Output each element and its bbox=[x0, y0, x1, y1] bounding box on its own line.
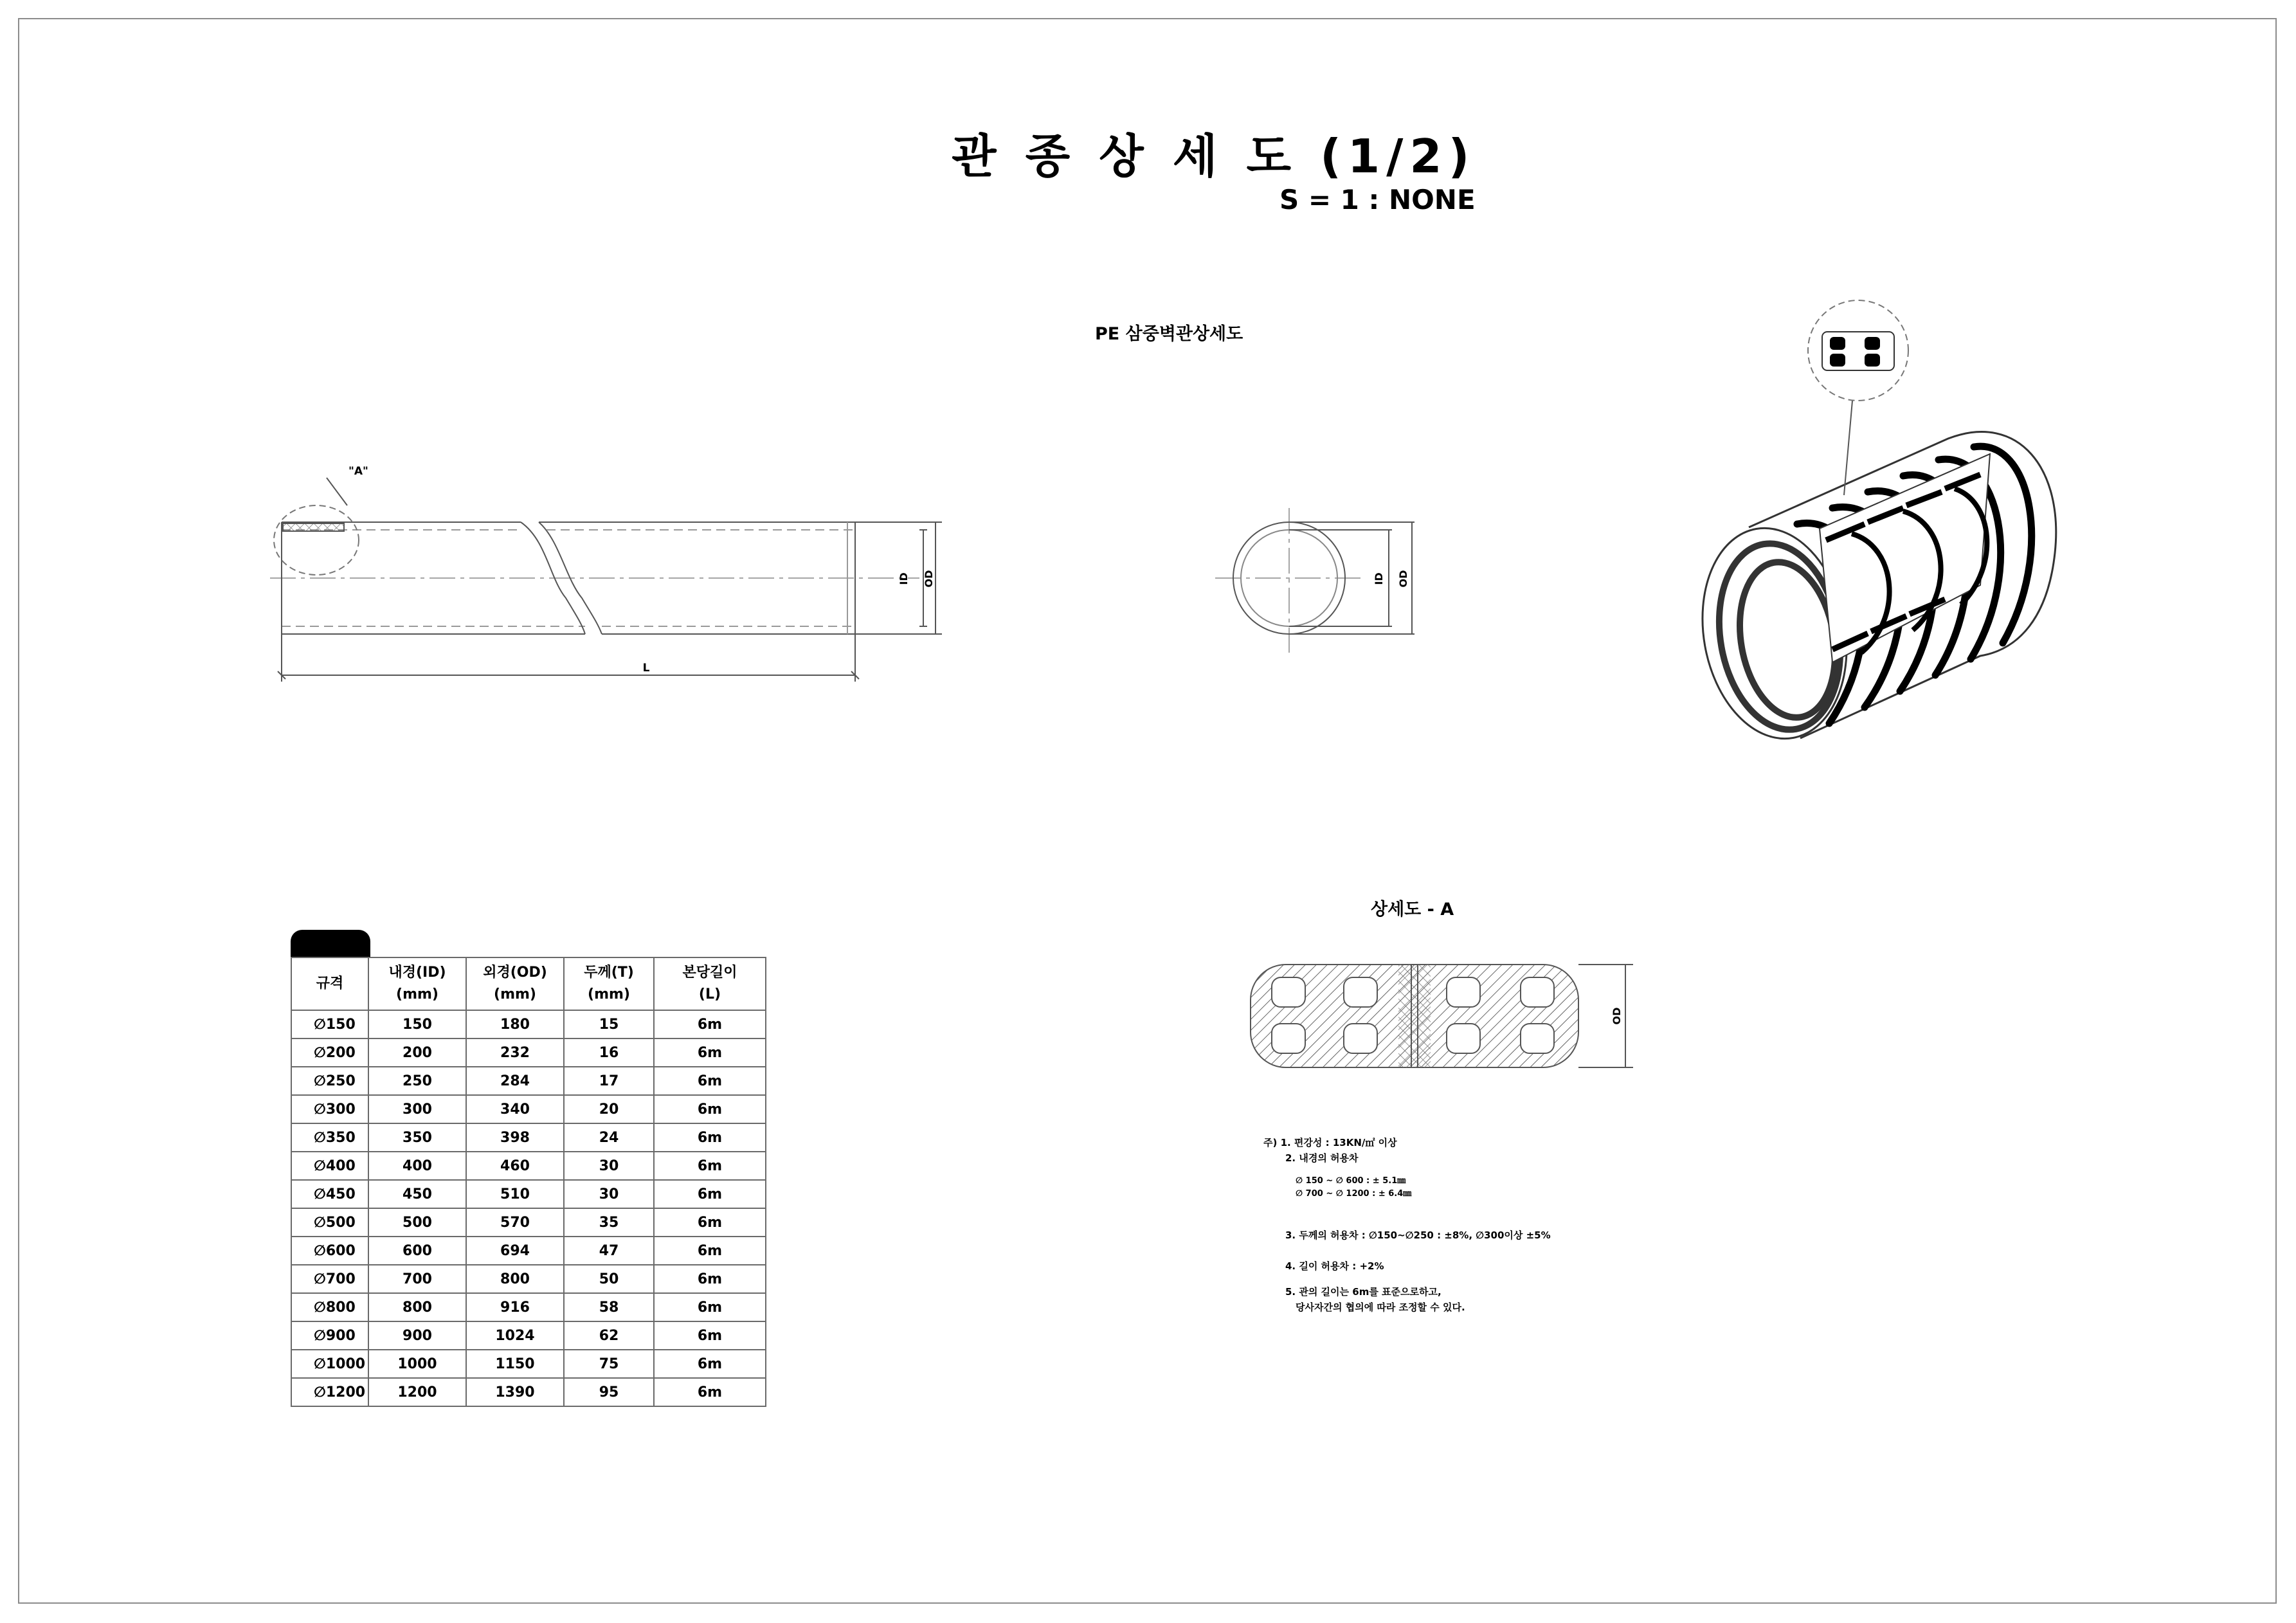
cell-length: 6m bbox=[654, 1321, 766, 1350]
cell-spec: ∅150 bbox=[291, 1010, 368, 1038]
detail-a-title: 상세도 - A bbox=[1371, 900, 1454, 920]
note-1: 주) 1. 편강성 : 13KN/㎡ 이상 bbox=[1263, 1137, 1397, 1148]
cell-id: 350 bbox=[368, 1123, 466, 1152]
cell-length: 6m bbox=[654, 1350, 766, 1378]
cell-spec: ∅900 bbox=[291, 1321, 368, 1350]
cell-od: 1390 bbox=[466, 1378, 564, 1406]
cell-length: 6m bbox=[654, 1180, 766, 1208]
cell-id: 1200 bbox=[368, 1378, 466, 1406]
cell-od: 398 bbox=[466, 1123, 564, 1152]
header-id: 내경(ID) (mm) bbox=[368, 957, 466, 1010]
sheet-title: 관 종 상 세 도 (1/2) bbox=[952, 129, 1476, 183]
id-dimension-label: ID bbox=[898, 572, 910, 585]
table-row bbox=[291, 1350, 766, 1378]
side-view-dimensions bbox=[278, 522, 942, 682]
cell-id: 500 bbox=[368, 1208, 466, 1237]
cell-id: 200 bbox=[368, 1038, 466, 1067]
cell-thickness: 62 bbox=[564, 1321, 654, 1350]
cell-spec: ∅250 bbox=[291, 1067, 368, 1095]
cell-id: 900 bbox=[368, 1321, 466, 1350]
cell-id: 250 bbox=[368, 1067, 466, 1095]
cell-od: 340 bbox=[466, 1095, 564, 1123]
table-row bbox=[291, 1010, 766, 1038]
table-row bbox=[291, 1095, 766, 1123]
note-3: 3. 두께의 허용차 : ∅150~∅250 : ±8%, ∅300이상 ±5% bbox=[1285, 1229, 1551, 1241]
cell-od: 1150 bbox=[466, 1350, 564, 1378]
cell-length: 6m bbox=[654, 1038, 766, 1067]
cell-od: 180 bbox=[466, 1010, 564, 1038]
table-row bbox=[291, 1208, 766, 1237]
cell-thickness: 50 bbox=[564, 1265, 654, 1293]
cell-length: 6m bbox=[654, 1378, 766, 1406]
cell-thickness: 95 bbox=[564, 1378, 654, 1406]
cell-length: 6m bbox=[654, 1010, 766, 1038]
cell-id: 300 bbox=[368, 1095, 466, 1123]
cell-od: 510 bbox=[466, 1180, 564, 1208]
table-header-row bbox=[291, 957, 766, 1010]
cell-thickness: 16 bbox=[564, 1038, 654, 1067]
cell-thickness: 35 bbox=[564, 1208, 654, 1237]
cell-thickness: 15 bbox=[564, 1010, 654, 1038]
cross-id-label: ID bbox=[1373, 572, 1385, 585]
cell-length: 6m bbox=[654, 1265, 766, 1293]
cell-spec: ∅1000 bbox=[291, 1350, 368, 1378]
table-row bbox=[291, 1237, 766, 1265]
note-5: 5. 관의 길이는 6m를 표준으로하고, bbox=[1285, 1286, 1442, 1298]
cell-spec: ∅1200 bbox=[291, 1378, 368, 1406]
table-row bbox=[291, 1180, 766, 1208]
cell-thickness: 17 bbox=[564, 1067, 654, 1095]
table-row bbox=[291, 1265, 766, 1293]
cell-id: 400 bbox=[368, 1152, 466, 1180]
table-row bbox=[291, 1378, 766, 1406]
cell-id: 600 bbox=[368, 1237, 466, 1265]
header-od: 외경(OD) (mm) bbox=[466, 957, 564, 1010]
section-title: PE 삼중벽관상세도 bbox=[1095, 324, 1243, 344]
cell-od: 916 bbox=[466, 1293, 564, 1321]
note-2a: ∅ 150 ~ ∅ 600 : ± 5.1㎜ bbox=[1296, 1176, 1406, 1186]
table-row bbox=[291, 1293, 766, 1321]
cell-od: 570 bbox=[466, 1208, 564, 1237]
cell-spec: ∅800 bbox=[291, 1293, 368, 1321]
cell-od: 800 bbox=[466, 1265, 564, 1293]
table-tab-marker bbox=[291, 930, 370, 958]
header-thickness: 두께(T) (mm) bbox=[564, 957, 654, 1010]
length-dimension-label: L bbox=[642, 662, 650, 675]
table-row bbox=[291, 1152, 766, 1180]
cell-spec: ∅300 bbox=[291, 1095, 368, 1123]
notes-block bbox=[1263, 1135, 1551, 1315]
cell-od: 694 bbox=[466, 1237, 564, 1265]
table-row bbox=[291, 1038, 766, 1067]
cell-spec: ∅200 bbox=[291, 1038, 368, 1067]
pipe-isometric-view bbox=[1686, 300, 2056, 750]
note-2b: ∅ 700 ~ ∅ 1200 : ± 6.4㎜ bbox=[1296, 1189, 1412, 1199]
cell-length: 6m bbox=[654, 1123, 766, 1152]
cell-thickness: 47 bbox=[564, 1237, 654, 1265]
table-row bbox=[291, 1067, 766, 1095]
cell-length: 6m bbox=[654, 1208, 766, 1237]
note-2: 2. 내경의 허용차 bbox=[1285, 1152, 1359, 1164]
od-dimension-label: OD bbox=[923, 570, 935, 588]
cell-thickness: 58 bbox=[564, 1293, 654, 1321]
cross-od-label: OD bbox=[1397, 570, 1409, 588]
cell-length: 6m bbox=[654, 1067, 766, 1095]
header-length: 본당길이 (L) bbox=[654, 957, 766, 1010]
cell-od: 232 bbox=[466, 1038, 564, 1067]
cell-spec: ∅700 bbox=[291, 1265, 368, 1293]
cell-thickness: 30 bbox=[564, 1180, 654, 1208]
cell-id: 450 bbox=[368, 1180, 466, 1208]
cell-thickness: 20 bbox=[564, 1095, 654, 1123]
cell-od: 1024 bbox=[466, 1321, 564, 1350]
detail-a-wall-section bbox=[1251, 965, 1633, 1067]
cell-spec: ∅450 bbox=[291, 1180, 368, 1208]
cell-thickness: 24 bbox=[564, 1123, 654, 1152]
cell-length: 6m bbox=[654, 1237, 766, 1265]
detail-callout-label: "A" bbox=[348, 465, 368, 478]
table-row bbox=[291, 1123, 766, 1152]
pipe-side-view bbox=[270, 478, 919, 634]
pipe-spec-table bbox=[291, 957, 766, 1407]
note-4: 4. 길이 허용차 : +2% bbox=[1285, 1260, 1384, 1272]
cell-spec: ∅600 bbox=[291, 1237, 368, 1265]
cell-id: 1000 bbox=[368, 1350, 466, 1378]
cell-od: 284 bbox=[466, 1067, 564, 1095]
cell-thickness: 30 bbox=[564, 1152, 654, 1180]
table-row bbox=[291, 1321, 766, 1350]
cell-thickness: 75 bbox=[564, 1350, 654, 1378]
detail-od-label: OD bbox=[1611, 1007, 1623, 1025]
cell-id: 700 bbox=[368, 1265, 466, 1293]
cell-spec: ∅500 bbox=[291, 1208, 368, 1237]
note-5b: 당사자간의 협의에 따라 조정할 수 있다. bbox=[1296, 1301, 1465, 1313]
cell-od: 460 bbox=[466, 1152, 564, 1180]
cell-spec: ∅350 bbox=[291, 1123, 368, 1152]
cell-id: 800 bbox=[368, 1293, 466, 1321]
scale-label: S = 1 : NONE bbox=[1279, 184, 1476, 215]
cell-length: 6m bbox=[654, 1095, 766, 1123]
cell-spec: ∅400 bbox=[291, 1152, 368, 1180]
cell-id: 150 bbox=[368, 1010, 466, 1038]
cell-length: 6m bbox=[654, 1152, 766, 1180]
cell-length: 6m bbox=[654, 1293, 766, 1321]
header-spec: 규격 bbox=[291, 957, 368, 1010]
